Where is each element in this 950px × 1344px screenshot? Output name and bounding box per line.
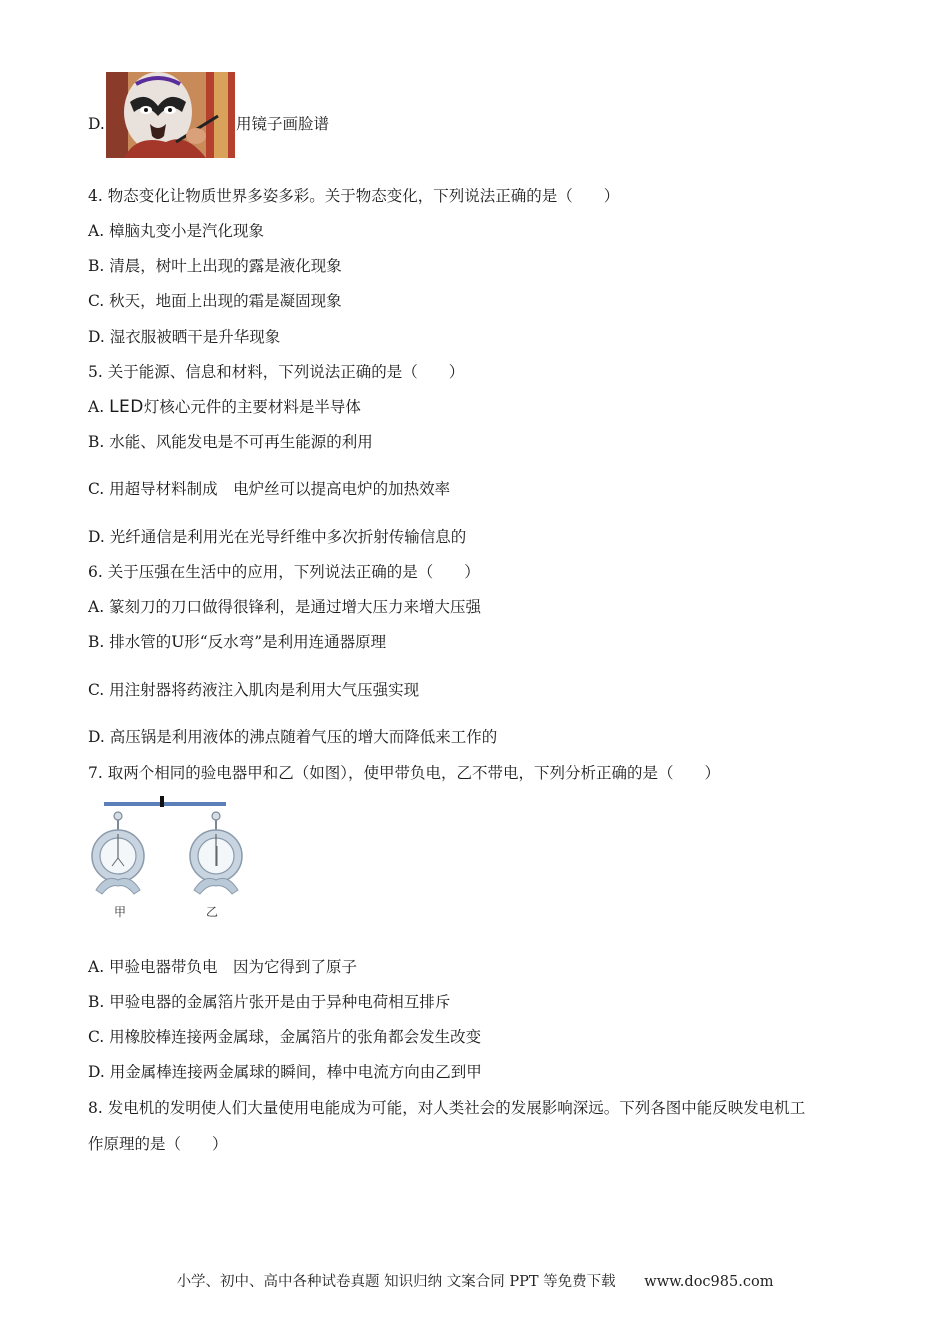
label-jia: 甲 [114,905,127,919]
q5-led-term: LED [109,397,144,417]
q5-option-a [88,397,361,417]
footer-url[interactable]: www.doc985.com [644,1274,774,1290]
q5-option-a-prefix: A. [88,398,110,416]
q6-option-d: D. 高压锅是利用液体的沸点随着气压的增大而降低来工作的 [88,728,498,746]
q4-option-c: C. 秋天，地面上出现的霜是凝固现象 [88,292,342,310]
page-footer [0,1270,950,1291]
q5-option-d: D. 光纤通信是利用光在光导纤维中多次折射传输信息的 [88,528,467,546]
q6-stem: 6. 关于压强在生活中的应用，下列说法正确的是（ ） [88,563,480,581]
q5-option-c: C. 用超导材料制成 电炉丝可以提高电炉的加热效率 [88,480,451,498]
q7-option-d: D. 用金属棒连接两金属球的瞬间，棒中电流方向由乙到甲 [88,1063,482,1081]
opera-mask-photo [106,72,235,158]
rod-handle [160,796,164,807]
q3-option-d-text: 用镜子画脸谱 [236,115,330,133]
label-yi: 乙 [206,905,219,919]
q7-option-a: A. 甲验电器带负电 因为它得到了原子 [88,958,358,976]
metal-rod [104,802,226,806]
q4-option-d: D. 湿衣服被晒干是升华现象 [88,328,281,346]
q6-option-a: A. 篆刻刀的刀口做得很锋利，是通过增大压力来增大压强 [88,598,482,616]
q4-stem: 4. 物态变化让物质世界多姿多彩。关于物态变化，下列说法正确的是（ ） [88,187,620,205]
q4-option-b: B. 清晨，树叶上出现的露是液化现象 [88,257,342,275]
q4-option-a: A. 樟脑丸变小是汽化现象 [88,222,265,240]
q3-option-d-prefix: D. [88,115,105,133]
q7-option-c: C. 用橡胶棒连接两金属球，金属箔片的张角都会发生改变 [88,1028,482,1046]
q6-option-b: B. 排水管的U形“反水弯”是利用连通器原理 [88,633,387,651]
q7-stem: 7. 取两个相同的验电器甲和乙（如图），使甲带负电，乙不带电，下列分析正确的是（ ） [88,764,720,782]
electroscope-diagram [86,794,256,924]
q5-option-a-rest: 灯核心元件的主要材料是半导体 [143,398,361,416]
q6-option-c: C. 用注射器将药液注入肌肉是利用大气压强实现 [88,681,420,699]
footer-text: 小学、初中、高中各种试卷真题 知识归纳 文案合同 PPT 等免费下载 [176,1274,616,1290]
q8-stem-line2: 作原理的是（ ） [88,1135,228,1153]
q5-stem: 5. 关于能源、信息和材料，下列说法正确的是（ ） [88,363,465,381]
electroscope-yi [190,812,242,894]
electroscope-jia [92,812,144,894]
q7-option-b: B. 甲验电器的金属箔片张开是由于异种电荷相互排斥 [88,993,451,1011]
q5-option-b: B. 水能、风能发电是不可再生能源的利用 [88,433,373,451]
q8-stem-line1: 8. 发电机的发明使人们大量使用电能成为可能，对人类社会的发展影响深远。下列各图中能反映发电机工 [88,1099,806,1117]
